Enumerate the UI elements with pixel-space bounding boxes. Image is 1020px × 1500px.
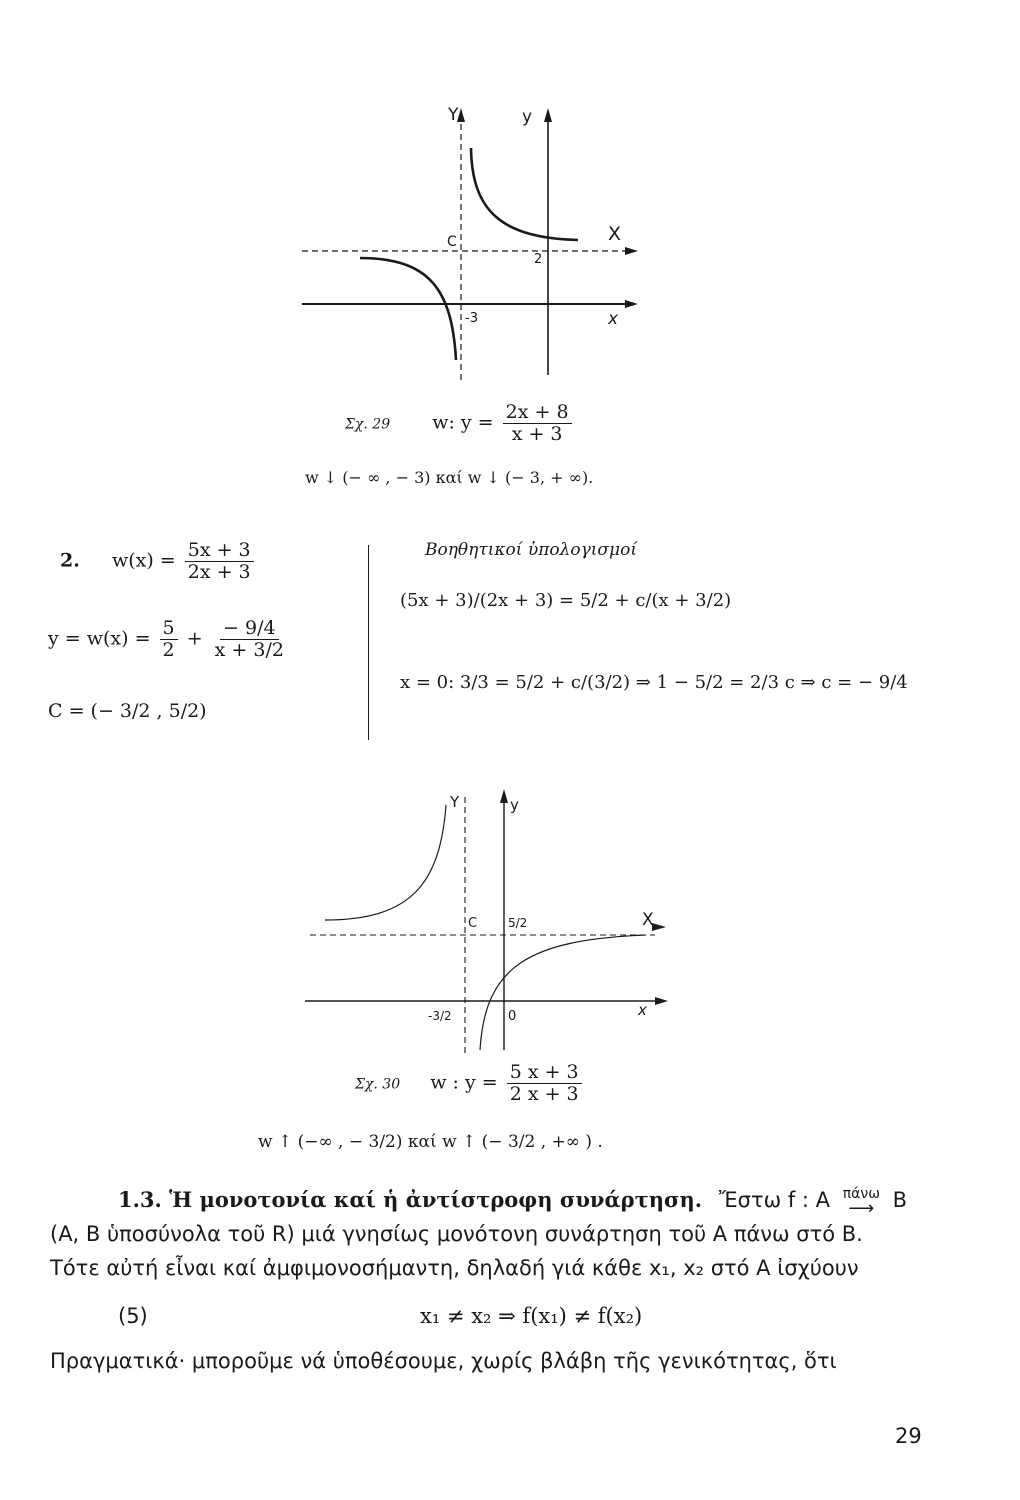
section-heading: 1.3. Ἡ μονοτονία καί ἡ ἀντίστροφη συνάρτηση.	[118, 1187, 703, 1212]
y-axis-arrow	[500, 789, 508, 803]
arrow-icon: ⟶	[848, 1198, 875, 1219]
example-2-def	[60, 540, 257, 583]
x-axis-arrow	[655, 997, 668, 1005]
caption-30-lhs: w : y =	[430, 1071, 498, 1094]
caption-30-den: 2 x + 3	[509, 1082, 579, 1105]
caption-30	[355, 1062, 585, 1105]
y-lhs: y = w(x) =	[48, 627, 151, 650]
column-divider	[368, 545, 369, 740]
equation-5: x₁ ≠ x₂ ⇒ f(x₁) ≠ f(x₂)	[420, 1304, 643, 1328]
wx-lhs: w(x) =	[111, 549, 176, 572]
center-point: C = (− 3/2 , 5/2)	[48, 700, 207, 722]
hyperbola-right-branch	[471, 148, 578, 240]
label-x: x	[638, 1001, 647, 1019]
tick-0: 0	[508, 1009, 517, 1024]
y-frac1-den: 2	[162, 638, 175, 661]
label-Y: Y	[448, 105, 459, 125]
monotonicity-30: w ↑ (−∞ , − 3/2) καί w ↑ (− 3/2 , +∞ ) .	[258, 1132, 603, 1152]
y-frac2-den: x + 3/2	[214, 638, 284, 661]
arrow-label: πάνω	[842, 1186, 880, 1202]
section-line-3: Τότε αὐτή εἶναι καί ἀμφιμονοσήμαντη, δηλαδή γιά κάθε x₁, x₂ στό A ἰσχύουν	[50, 1256, 859, 1280]
caption-29-den: x + 3	[511, 422, 563, 445]
hyperbola-left-branch	[325, 805, 446, 920]
caption-29	[345, 402, 575, 445]
aux-line-2: x = 0: 3/3 = 5/2 + c/(3/2) ⇒ 1 − 5/2 = 2/3 c ⇒ c = − 9/4	[400, 672, 908, 693]
label-C: C	[447, 234, 457, 250]
label-X: X	[642, 910, 654, 930]
example-number: 2.	[60, 549, 80, 572]
label-x: x	[608, 309, 619, 329]
X-axis-arrow	[652, 923, 666, 931]
equation-label: (5)	[118, 1304, 148, 1328]
y-decomposition	[48, 618, 290, 661]
tick-5-2: 5/2	[508, 916, 528, 930]
y-plus: +	[186, 627, 203, 650]
y-axis-arrow	[544, 108, 552, 122]
section-line-2: (A, B ὑποσύνολα τοῦ R) μιά γνησίως μονότονη συνάρτηση τοῦ A πάνω στό B.	[50, 1222, 863, 1246]
label-y: y	[522, 107, 533, 127]
caption-29-label: Σχ. 29	[345, 416, 391, 433]
tick-minus-3: -3	[465, 311, 478, 326]
aux-title: Βοηθητικοί ὑπολογισμοί	[425, 540, 637, 560]
arrow-target: B	[892, 1188, 908, 1212]
figure-29	[290, 100, 650, 390]
label-C: C	[468, 916, 478, 931]
hyperbola-left-branch	[360, 258, 456, 360]
caption-29-num: 2x + 8	[503, 402, 572, 424]
wx-num: 5x + 3	[185, 540, 254, 562]
caption-30-label: Σχ. 30	[355, 1076, 401, 1093]
section-first-line	[118, 1183, 918, 1217]
monotonicity-29: w ↓ (− ∞ , − 3) καί w ↓ (− 3, + ∞).	[305, 468, 594, 487]
tick-minus-3-2: -3/2	[428, 1009, 452, 1023]
y-frac1-num: 5	[160, 618, 178, 640]
label-Y: Y	[450, 793, 460, 811]
section-line-5: Πραγματικά· μποροῦμε νά ὑποθέσουμε, χωρίς βλάβη τῆς γενικότητας, ὅτι	[50, 1349, 837, 1373]
figure-30	[300, 775, 680, 1055]
X-axis-arrow	[625, 247, 638, 255]
caption-30-num: 5 x + 3	[507, 1062, 582, 1084]
caption-29-lhs: w: y =	[432, 411, 494, 434]
aux-line-1: (5x + 3)/(2x + 3) = 5/2 + c/(x + 3/2)	[400, 590, 732, 611]
wx-den: 2x + 3	[187, 560, 251, 583]
y-frac2-num: − 9/4	[220, 618, 279, 640]
hyperbola-right-branch	[480, 935, 645, 1050]
label-X: X	[608, 223, 622, 245]
x-axis-arrow	[625, 300, 638, 308]
tick-2: 2	[534, 252, 543, 267]
label-y: y	[510, 796, 519, 814]
section-intro: Ἔστω f : A	[718, 1188, 831, 1212]
page-number: 29	[895, 1424, 922, 1448]
